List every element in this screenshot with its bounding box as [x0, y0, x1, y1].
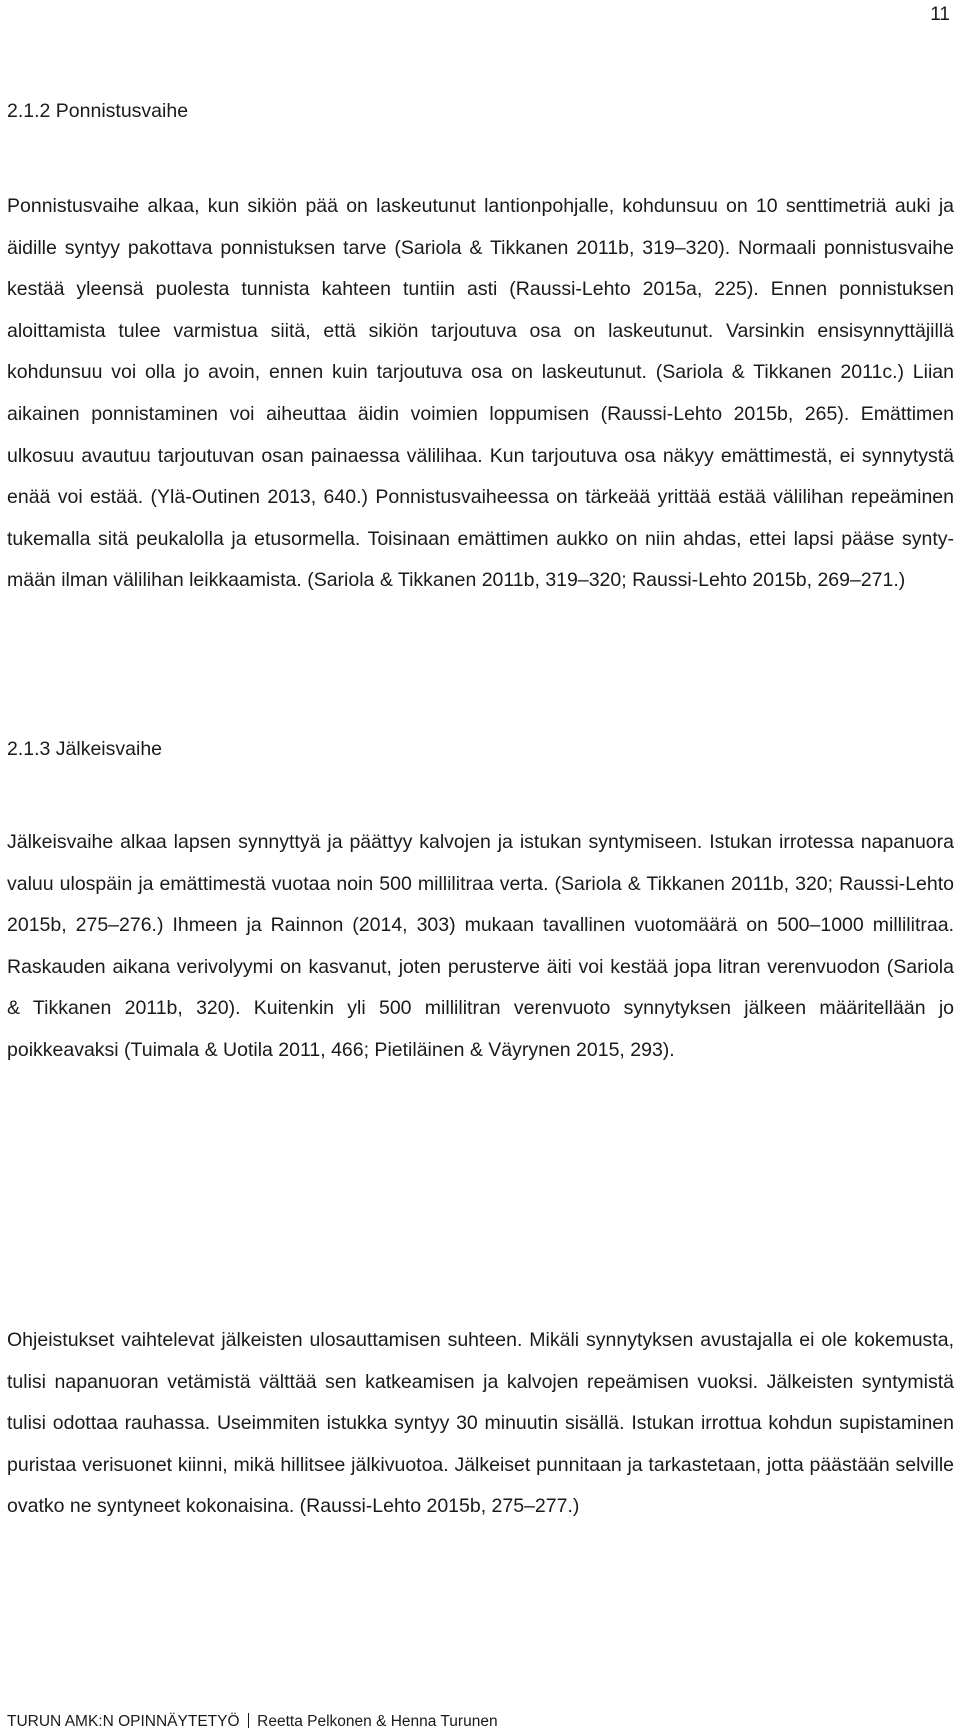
- paragraph-jalkeisvaihe-2: Ohjeistukset vaihtelevat jälkeisten ulosauttamisen suhteen. Mikäli synnytyksen avustajalla ei ole kokemusta, tulisi napanuoran vetämistä välttää sen katkeamisen ja kalvojen repeämisen vuoksi. Jälkeisten syntymistä tulisi odottaa rauhassa. Useimmiten istukka syntyy 30 minuutin sisällä. Istukan irrottua kohdun supistaminen puristaa verisuonet kiinni, mikä hillitsee jälkivuotoa. Jälkeiset punnitaan ja tarkastetaan, jotta päästään selville ovatko ne syntyneet kokonaisina. (Raussi-Lehto 2015b, 275–277.): [7, 1329, 954, 1518]
- section-heading-ponnistusvaihe: 2.1.2 Ponnistusvaihe: [7, 100, 189, 122]
- footer-thesis-label: TURUN AMK:N OPINNÄYTETYÖ: [7, 1713, 240, 1730]
- paragraph-ponnistusvaihe: Ponnistusvaihe alkaa, kun sikiön pää on laskeutunut lantionpohjalle, kohdunsuu on 10 senttimetriä auki ja äidille syntyy pakottava ponnistuksen tarve (Sariola & Tikkanen 2011b, 319–320). Normaali ponnistusvaihe kestää yleensä puolesta tunnista kahteen tuntiin asti (Raussi-Lehto 2015a, 225). Ennen ponnistuksen aloittamista tulee varmistua siitä, että sikiön tarjoutuva osa on laskeutunut. Varsinkin ensisynnyttäjillä kohdunsuu voi olla jo avoin, ennen kuin tarjoutuva osa on laskeutunut. (Sariola & Tikkanen 2011c.) Liian aikainen ponnistaminen voi aiheuttaa äidin voimien loppumisen (Raussi-Lehto 2015b, 265). Emättimen ulkosuu avautuu tarjoutuvan osan painaessa välilihaa. Kun tarjoutuva osa näkyy emättimestä, ei synnytystä enää voi estää. (Ylä-Outinen 2013, 640.) Ponnistusvaiheessa on tärkeää yrittää estää välilihan repeäminen tukemalla sitä peukalolla ja etusormella. Toisinaan emättimen aukko on niin ahdas, ettei lapsi pääse syntymään ilman välilihan leikkaamista. (Sariola & Tikkanen 2011b, 319–320; Raussi-Lehto 2015b, 269–271.): [7, 195, 954, 592]
- footer-authors: Reetta Pelkonen & Henna Turunen: [257, 1713, 498, 1730]
- page-number: 11: [930, 4, 950, 25]
- footer-divider: [248, 1713, 249, 1728]
- section-heading-jalkeisvaihe: 2.1.3 Jälkeisvaihe: [7, 738, 163, 760]
- paragraph-jalkeisvaihe-1: Jälkeisvaihe alkaa lapsen synnyttyä ja päättyy kalvojen ja istukan syntymiseen. Istukan irrotessa napanuora valuu ulospäin ja emättimestä vuotaa noin 500 millilitraa verta. (Sariola & Tikkanen 2011b, 320; Raussi-Lehto 2015b, 275–276.) Ihmeen ja Rainnon (2014, 303) mukaan tavallinen vuotomäärä on 500–1000 millilitraa. Raskauden aikana verivolyymi on kasvanut, joten perusterve äiti voi kestää jopa litran verenvuodon (Sariola & Tikkanen 2011b, 320). Kuitenkin yli 500 millilitran verenvuoto synnytyksen jälkeen määritellään jo poikkeavaksi (Tuimala & Uotila 2011, 466; Pietiläinen & Väyrynen 2015, 293).: [7, 831, 954, 1061]
- page-footer: [7, 1712, 498, 1732]
